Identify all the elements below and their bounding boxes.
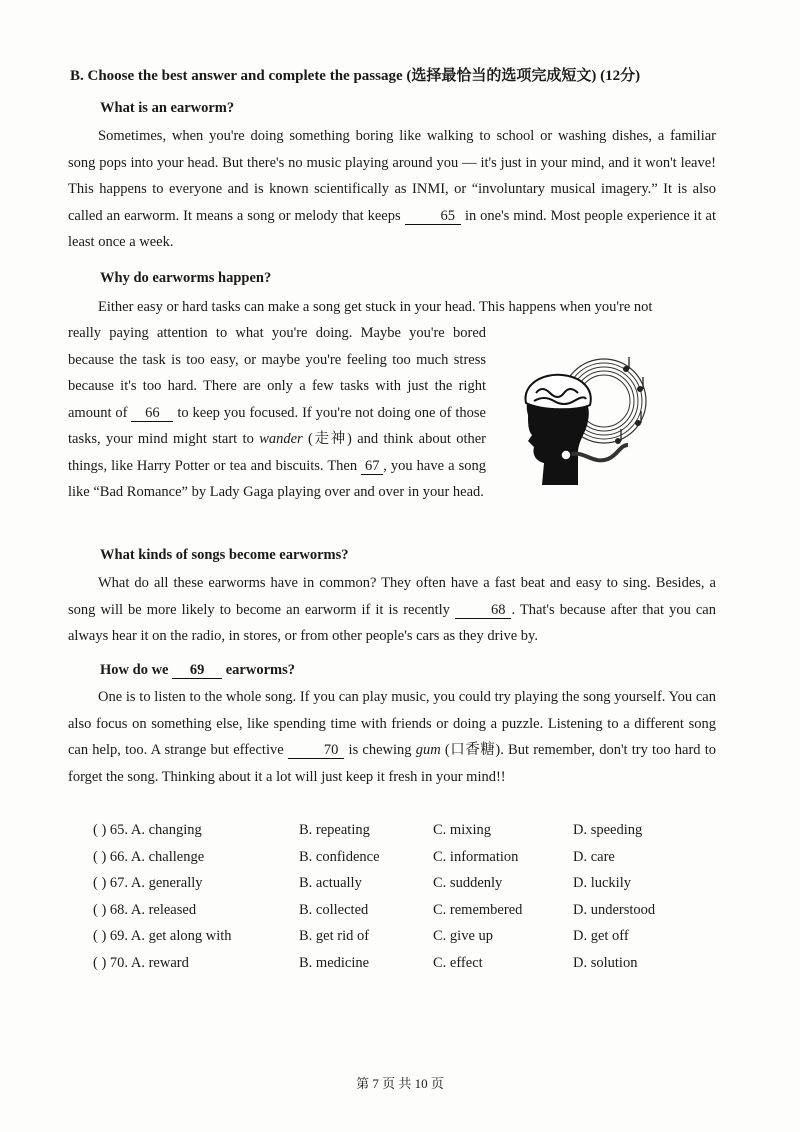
option-b: B. confidence — [299, 848, 380, 865]
option-q: ( ) 66. A. challenge — [93, 848, 205, 865]
blank-65: 65 — [405, 208, 462, 225]
subheading-why: Why do earworms happen? — [100, 270, 272, 286]
subheading-what-kinds: What kinds of songs become earworms? — [100, 547, 349, 563]
p4-text-c: (口香糖). But remember, don't try too hard to forget the song. Thinking about it a lot will just keep it fresh in your mind!! — [68, 742, 716, 785]
option-c: C. give up — [433, 928, 494, 944]
option-row — [93, 820, 693, 847]
p2-text-c: (走神) and think about other things, like Harry Potter or tea and biscuits. Then — [68, 431, 486, 474]
option-row — [93, 953, 693, 980]
how-title-a: How do we — [100, 662, 173, 678]
page-footer: 第 7 页 共 10 页 — [356, 1076, 444, 1091]
option-b: B. actually — [299, 875, 362, 891]
option-row — [93, 926, 693, 953]
subheading-how — [100, 662, 295, 679]
p4-text-a: One is to listen to the whole song. If you can play music, you could try playing the song yourself. You can also focus on something else, like spending time with friends or doing a puzzle. Listening to a different song can help, too. A strange but effective — [68, 689, 716, 758]
paragraph-2 — [68, 320, 486, 506]
option-q: ( ) 65. A. changing — [93, 822, 202, 838]
option-c: C. information — [433, 848, 519, 865]
blank-67: 67 — [361, 458, 383, 475]
earworm-illustration — [508, 345, 656, 493]
blank-66: 66 — [131, 405, 173, 422]
option-b: B. repeating — [299, 822, 370, 838]
option-c: C. effect — [433, 954, 483, 971]
p3-text-b: . That's because after that you can always hear it on the radio, in stores, or from other people's cars as they drive by. — [68, 601, 716, 644]
p2-text-d: , you have a song like “Bad Romance” by Lady Gaga playing over and over in your head. — [68, 457, 486, 500]
how-title-b: earworms? — [222, 662, 295, 678]
paragraph-1 — [68, 123, 716, 256]
section-heading: B. Choose the best answer and complete the passage (选择最恰当的选项完成短文) (12分) — [70, 68, 641, 84]
option-q: ( ) 70. A. reward — [93, 954, 189, 971]
option-d: D. solution — [573, 954, 638, 971]
option-row — [93, 900, 693, 927]
wander-word: wander — [259, 431, 303, 447]
paragraph-2-line1: Either easy or hard tasks can make a song get stuck in your head. This happens when you're not — [98, 299, 653, 315]
option-b: B. get rid of — [299, 928, 370, 944]
p1-text-b: in one's mind. Most people experience it at least once a week. — [68, 207, 716, 250]
p1-text-a: Sometimes, when you're doing something boring like walking to school or washing dishes, a familiar song pops into your head. But there's no music playing around you — it's just in your mind, and it won't leave! This happens to everyone and is known scientifically as INMI, or “involuntary musical imagery.” It is also called an earworm. It means a song or melody that keeps — [68, 128, 716, 224]
option-c: C. remembered — [433, 901, 523, 918]
subheading-what-is: What is an earworm? — [100, 100, 235, 116]
p2-text-a: really paying attention to what you're doing. Maybe you're bored because the task is too easy, or maybe you're feeling too much stress because it's too hard. There are only a few tasks with just the right amount of — [68, 325, 486, 421]
option-d: D. get off — [573, 928, 629, 944]
option-d: D. luckily — [573, 875, 631, 891]
option-c: C. mixing — [433, 822, 492, 838]
option-d: D. care — [573, 848, 615, 865]
option-row — [93, 847, 693, 874]
option-b: B. medicine — [299, 954, 370, 971]
options-table — [93, 820, 693, 979]
option-q: ( ) 67. A. generally — [93, 875, 203, 891]
gum-word: gum — [415, 742, 441, 758]
blank-70: 70 — [288, 742, 345, 759]
option-b: B. collected — [299, 901, 369, 918]
paragraph-3 — [68, 570, 716, 650]
option-q: ( ) 69. A. get along with — [93, 928, 232, 944]
option-c: C. suddenly — [433, 875, 503, 891]
p3-text-a: What do all these earworms have in common? They often have a fast beat and easy to sing. Besides, a song will be more likely to become an earworm if it is recently — [68, 575, 716, 618]
option-q: ( ) 68. A. released — [93, 901, 197, 918]
option-row — [93, 873, 693, 900]
head-with-music-staff-icon — [525, 357, 646, 485]
paragraph-4 — [68, 684, 716, 790]
option-d: D. understood — [573, 901, 656, 918]
option-d: D. speeding — [573, 822, 643, 838]
blank-69: 69 — [172, 662, 222, 679]
p4-text-b: is chewing — [344, 742, 416, 758]
p2-text-b: to keep you focused. If you're not doing one of those tasks, your mind might start to — [68, 404, 486, 447]
blank-68: 68 — [455, 602, 512, 619]
